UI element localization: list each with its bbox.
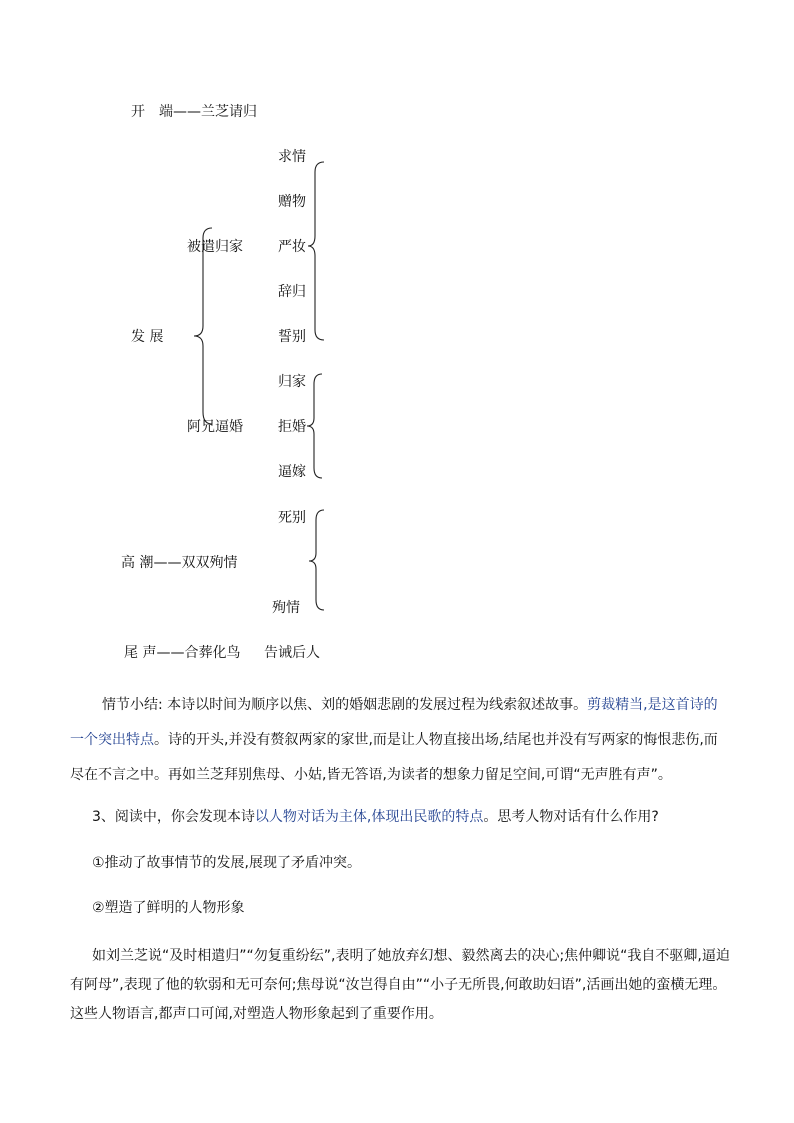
branch1-item: 辞归 xyxy=(278,284,306,300)
question-part1: 3、阅读中，你会发现本诗 xyxy=(92,809,255,825)
opening-label: 开 端 xyxy=(131,104,173,120)
ending-dash: —— xyxy=(156,645,185,661)
plot-summary xyxy=(70,688,730,793)
answer-2: ②塑造了鲜明的人物形象 xyxy=(92,900,245,916)
opening-row xyxy=(131,103,257,121)
ending-row xyxy=(124,644,240,662)
branch1-item: 求情 xyxy=(278,149,306,165)
question-highlight: 以人物对话为主体,体现出民歌的特点 xyxy=(254,809,484,825)
climax-brace xyxy=(309,510,324,610)
climax-row xyxy=(121,554,237,572)
ending-extra: 告诫后人 xyxy=(264,645,320,661)
development-label: 发 展 xyxy=(131,329,164,345)
branch2-item: 归家 xyxy=(278,374,306,390)
ending-label: 尾 声 xyxy=(124,645,157,661)
summary-highlight: 剪裁精当,是这首诗的一个突出特点 xyxy=(70,697,718,748)
branch2-title: 阿兄逼婚 xyxy=(187,419,243,435)
question-3 xyxy=(70,808,730,826)
branch2-item: 逼嫁 xyxy=(278,464,306,480)
climax-title: 双双殉情 xyxy=(181,555,238,571)
final-paragraph: 如刘兰芝说“及时相遣归”“勿复重纷纭”,表明了她放弃幻想、毅然离去的决心;焦仲卿说“我自不驱卿,逼迫有阿母”,表现了他的软弱和无可奈何;焦母说“汝岂得自由”“小子无所畏,何敢助妇语”,活画出她的蛮横无理。这些人物语言,都声口可闻,对塑造人物形象起到了重要作用。 xyxy=(70,948,730,1022)
branch1-brace xyxy=(308,162,324,340)
climax-dash: —— xyxy=(153,555,182,571)
branch2-item: 拒婚 xyxy=(278,419,306,435)
answer-1: ①推动了故事情节的发展,展现了矛盾冲突。 xyxy=(92,855,361,871)
opening-title: 兰芝请归 xyxy=(201,104,257,120)
climax-item: 殉情 xyxy=(272,600,300,616)
ending-title: 合葬化鸟 xyxy=(184,645,241,661)
summary-part3: 。诗的开头,并没有赘叙两家的家世,而是让人物直接出场,结尾也并没有写两家的悔恨悲伤,而尽在不言之中。再如兰芝拜别焦母、小姑,皆无答语,为读者的想象力留足空间,可谓“无声胜有声”。 xyxy=(70,732,718,783)
branch1-title: 被遣归家 xyxy=(187,239,243,255)
branch1-item: 严妆 xyxy=(278,239,306,255)
branch1-item: 赠物 xyxy=(278,194,306,210)
branch1-item: 誓别 xyxy=(278,329,306,345)
climax-item: 死别 xyxy=(278,510,306,526)
summary-part1: 情节小结: 本诗以时间为顺序以焦、刘的婚姻悲剧的发展过程为线索叙述故事。 xyxy=(102,697,588,713)
climax-label: 高 潮 xyxy=(121,555,154,571)
opening-dash: —— xyxy=(173,104,201,120)
development-brace xyxy=(194,228,212,424)
branch2-brace xyxy=(307,374,322,478)
question-part3: 。思考人物对话有什么作用? xyxy=(483,809,659,825)
